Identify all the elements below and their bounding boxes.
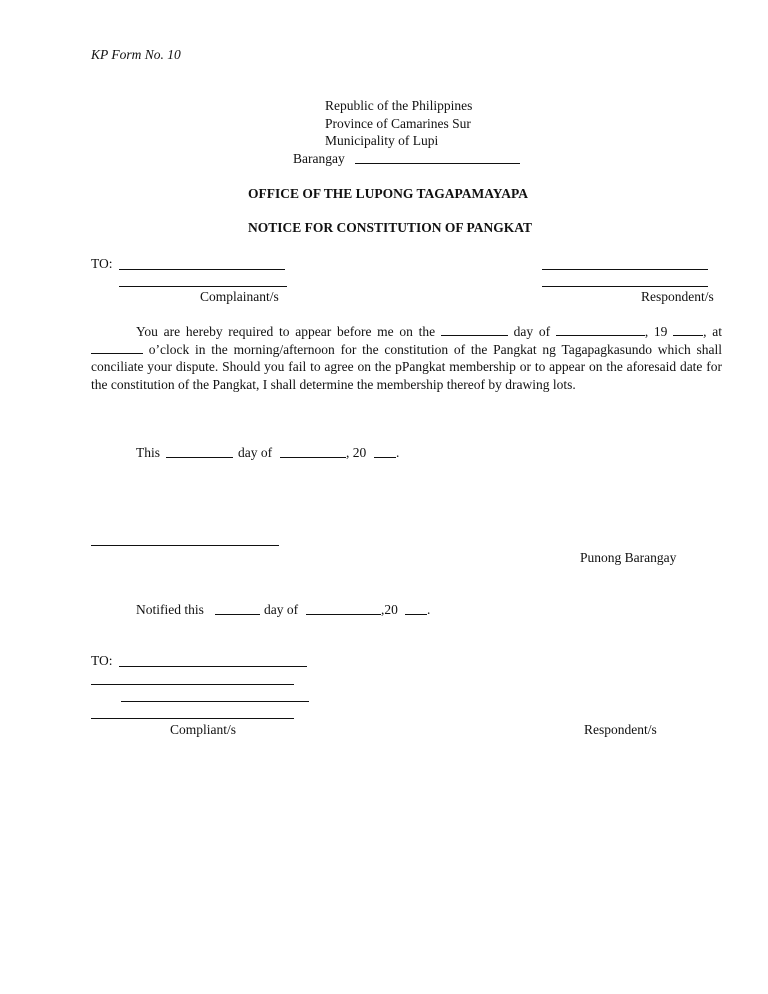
header-country: Republic of the Philippines xyxy=(325,98,473,113)
appearance-year-blank[interactable] xyxy=(673,323,703,336)
signature-line[interactable] xyxy=(91,545,279,546)
notified-year-blank[interactable] xyxy=(405,614,427,615)
date-day-blank[interactable] xyxy=(166,457,233,458)
appearance-month-blank[interactable] xyxy=(556,323,645,336)
recipient-blank-1[interactable] xyxy=(119,666,307,667)
notified-month-blank[interactable] xyxy=(306,614,381,615)
date-this: This xyxy=(136,445,161,460)
notified-day-blank[interactable] xyxy=(215,614,260,615)
appearance-day-blank[interactable] xyxy=(441,323,508,336)
appearance-time-blank[interactable] xyxy=(91,341,143,354)
notified-comma20: ,20 xyxy=(381,602,398,617)
notified-period: . xyxy=(427,602,431,617)
form-number: KP Form No. 10 xyxy=(91,47,181,62)
office-title: OFFICE OF THE LUPONG TAGAPAMAYAPA xyxy=(248,186,529,201)
body-part-1: You are hereby required to appear before me on the xyxy=(136,324,436,339)
complainant-blank-2[interactable] xyxy=(119,286,287,287)
respondent-blank-2[interactable] xyxy=(542,286,708,287)
header-barangay-label: Barangay xyxy=(293,151,345,166)
header-province: Province of Camarines Sur xyxy=(325,116,471,131)
date-period: . xyxy=(396,445,400,460)
to-label-2: TO: xyxy=(91,653,113,668)
notice-body xyxy=(91,323,722,393)
header-municipality: Municipality of Lupi xyxy=(325,133,439,148)
body-part-4: , at xyxy=(703,324,723,339)
date-year-blank[interactable] xyxy=(374,457,396,458)
body-part-5: o’clock in the morning/afternoon for the constitution of the Pangkat ng Tagapagkasundo which shall conciliate your dispute. Should you fail to agree on the pPangkat membership or to appear on the aforesaid date for the constitution of the Pangkat, I shall determine the membership thereof by drawing lots. xyxy=(91,341,723,392)
respondent-blank-1[interactable] xyxy=(542,269,708,270)
date-day-of: day of xyxy=(238,445,273,460)
date-comma20: , 20 xyxy=(346,445,367,460)
body-part-3: , 19 xyxy=(644,324,668,339)
notified-this: Notified this xyxy=(136,602,204,617)
notified-day-of: day of xyxy=(264,602,299,617)
date-month-blank[interactable] xyxy=(280,457,346,458)
barangay-blank[interactable] xyxy=(355,163,520,164)
notice-title: NOTICE FOR CONSTITUTION OF PANGKAT xyxy=(248,220,533,235)
recipient-blank-2[interactable] xyxy=(91,684,294,685)
to-label: TO: xyxy=(91,256,113,271)
respondents-label-2: Respondent/s xyxy=(584,722,657,737)
recipient-blank-3[interactable] xyxy=(121,701,309,702)
complainants-label-2: Compliant/s xyxy=(170,722,237,737)
signatory-title: Punong Barangay xyxy=(580,550,677,565)
respondents-label: Respondent/s xyxy=(641,289,714,304)
body-part-2: day of xyxy=(513,324,551,339)
complainants-label: Complainant/s xyxy=(200,289,279,304)
complainant-blank-1[interactable] xyxy=(119,269,285,270)
recipient-blank-4[interactable] xyxy=(91,718,294,719)
